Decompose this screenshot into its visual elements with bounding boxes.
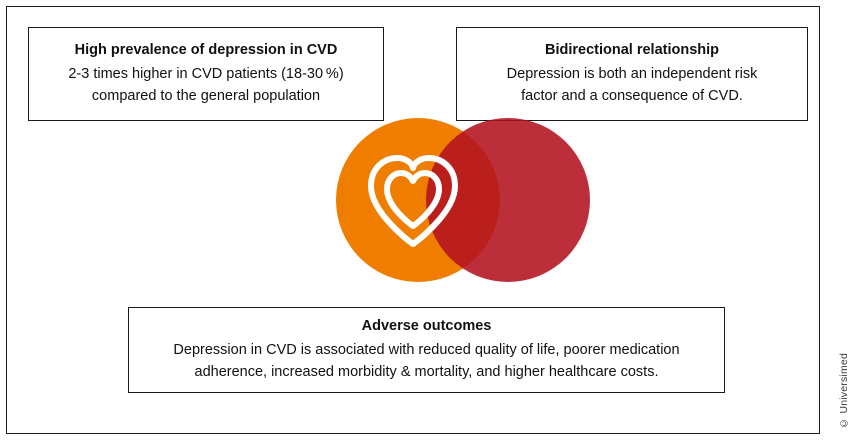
prevalence-line-2: compared to the general population	[91, 88, 321, 105]
outcomes-line-1: Depression in CVD is associated with reduced quality of life, poorer medication	[173, 341, 680, 358]
copyright-label: © Universimed	[838, 353, 850, 429]
heart-icon	[363, 152, 463, 248]
venn-diagram	[336, 118, 590, 282]
prevalence-title: High prevalence of depression in CVD	[74, 42, 338, 59]
callout-box-bidirectional	[456, 27, 808, 121]
bidirectional-line-1: Depression is both an independent risk	[506, 65, 758, 82]
prevalence-line-1: 2-3 times higher in CVD patients (18-30 %)	[68, 65, 344, 82]
callout-box-adverse-outcomes	[128, 307, 725, 393]
bidirectional-title: Bidirectional relationship	[544, 42, 720, 59]
outcomes-title: Adverse outcomes	[361, 318, 492, 335]
outcomes-line-2: adherence, increased morbidity & mortality, and higher healthcare costs.	[194, 364, 659, 381]
callout-box-prevalence	[28, 27, 384, 121]
bidirectional-line-2: factor and a consequence of CVD.	[521, 88, 743, 105]
